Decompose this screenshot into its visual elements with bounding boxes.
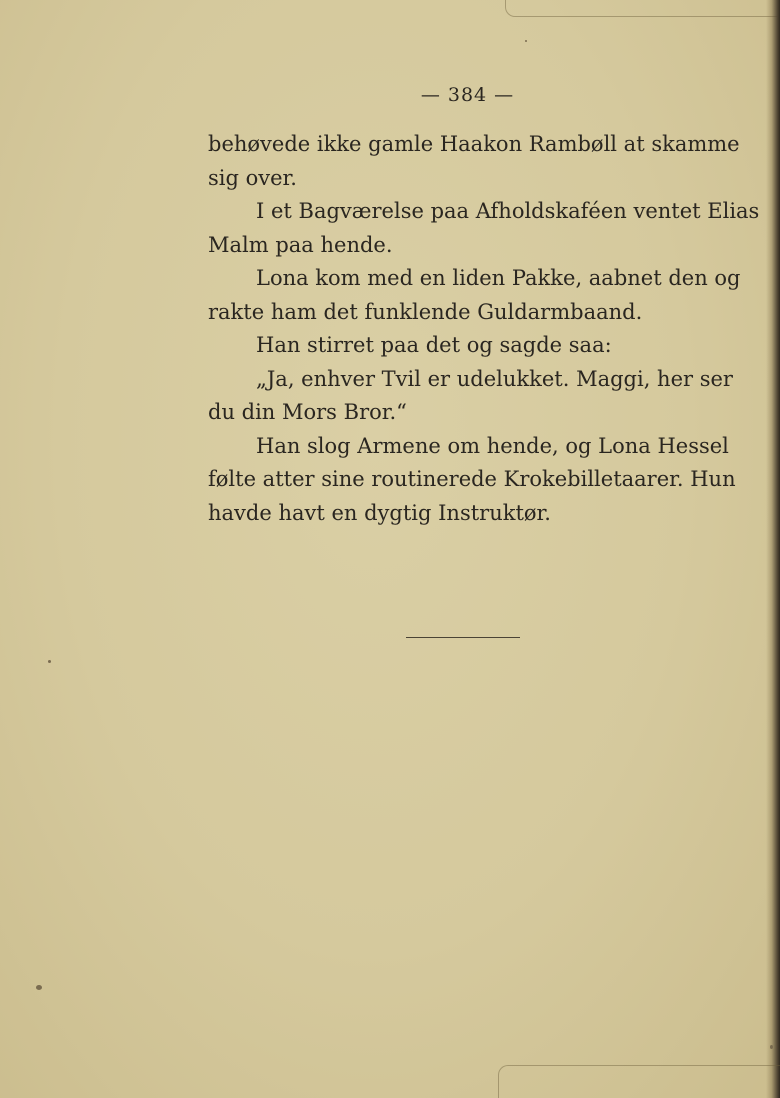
page-binding-edge <box>766 0 780 1098</box>
text-line: I et Bagværelse paa Afholdskaféen ventet Elias <box>256 199 760 223</box>
paper-speck <box>48 660 51 663</box>
text-line: Malm paa hende. <box>208 232 393 257</box>
text-line: du din Mors Bror.“ <box>208 400 407 424</box>
next-page-edge-top <box>505 0 780 17</box>
text-line: Han slog Armene om hende, og Lona Hessel <box>256 433 729 458</box>
text-line: Han stirret paa det og sagde saa: <box>256 333 612 357</box>
text-line: Lona kom med en liden Pakke, aabnet den og <box>256 266 741 290</box>
text-line: følte atter sine routinerede Krokebilletaarer. Hun <box>208 467 736 491</box>
paper-speck <box>770 1045 773 1049</box>
text-line: behøvede ikke gamle Haakon Rambøll at skamme <box>208 132 740 156</box>
body-text <box>208 128 760 530</box>
text-line: sig over. <box>208 165 297 190</box>
next-page-edge-bottom <box>498 1065 780 1098</box>
page-number: — 384 — <box>420 84 515 106</box>
end-rule <box>406 637 520 638</box>
text-line: havde havt en dygtig Instruktør. <box>208 500 551 525</box>
paper-speck <box>525 40 527 42</box>
paper-speck <box>36 985 42 990</box>
text-line: rakte ham det funklende Guldarmbaand. <box>208 299 643 324</box>
text-line: „Ja, enhver Tvil er udelukket. Maggi, her ser <box>256 366 733 391</box>
